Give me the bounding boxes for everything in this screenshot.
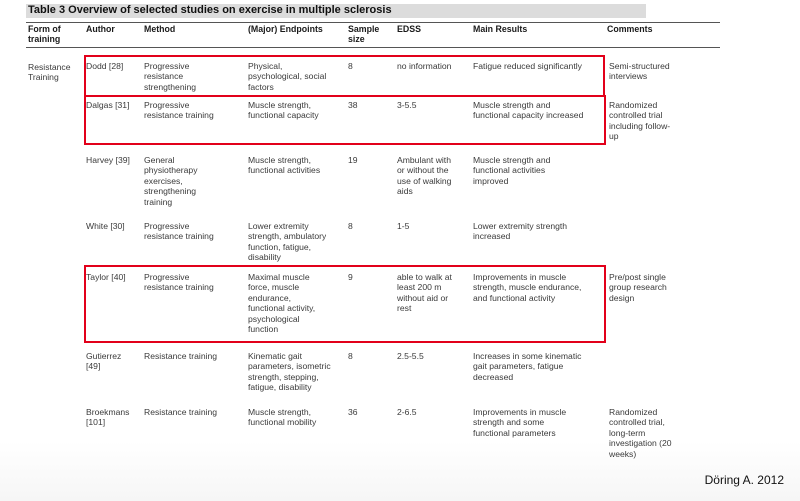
table-row-sample: 19 [348, 155, 358, 165]
table-row-edss: Ambulant with or without the use of walking aids [397, 155, 452, 197]
highlight-box-dodd [84, 55, 605, 97]
header-author: Author [86, 24, 115, 34]
table-row-results: Fatigue reduced significantly [473, 61, 582, 71]
highlight-box-dalgas [84, 95, 606, 145]
table-row-author: Taylor [40] [86, 272, 126, 282]
table-row-author: Gutierrez [49] [86, 351, 122, 372]
header-method: Method [144, 24, 176, 34]
highlight-box-taylor [84, 265, 606, 343]
table-row-edss: 2.5-5.5 [397, 351, 424, 361]
table-row-method: Progressive resistance training [144, 100, 214, 121]
table-row-sample: 38 [348, 100, 358, 110]
table-row-results: Improvements in muscle strength, muscle endurance, and functional activity [473, 272, 582, 303]
header-edss: EDSS [397, 24, 421, 34]
table-row-edss: able to walk at least 200 m without aid or rest [397, 272, 452, 314]
table-row-results: Improvements in muscle strength and some functional parameters [473, 407, 567, 438]
citation: Döring A. 2012 [704, 473, 784, 487]
table-row-endpoints: Muscle strength, functional mobility [248, 407, 317, 428]
table-row-method: Progressive resistance training [144, 221, 214, 242]
table-row-endpoints: Kinematic gait parameters, isometric strength, stepping, fatigue, disability [248, 351, 331, 393]
table-row-sample: 8 [348, 221, 353, 231]
table-row-sample: 8 [348, 351, 353, 361]
table-row-method: General physiotherapy exercises, strengthening training [144, 155, 198, 207]
table-row-edss: no information [397, 61, 452, 71]
table-row-sample: 9 [348, 272, 353, 282]
table-row-edss: 3-5.5 [397, 100, 417, 110]
header-form-of-training: Form of training [28, 24, 61, 44]
header-sample-size: Sample size [348, 24, 380, 44]
background-gradient [0, 441, 800, 501]
table-row-results: Muscle strength and functional activities improved [473, 155, 551, 186]
header-top-rule [26, 22, 720, 23]
table-row-comments: Pre/post single group research design [609, 272, 667, 303]
header-main-results: Main Results [473, 24, 528, 34]
form-of-training: Resistance Training [28, 62, 71, 83]
table-row-method: Resistance training [144, 351, 218, 361]
table-row-edss: 2-6.5 [397, 407, 417, 417]
table-row-comments: Semi-structured interviews [609, 61, 670, 82]
table-row-endpoints: Muscle strength, functional activities [248, 155, 321, 176]
table-row-author: Harvey [39] [86, 155, 130, 165]
table-row-comments: Randomized controlled trial including follow- up [609, 100, 671, 142]
table-row-author: Dodd [28] [86, 61, 124, 71]
table-row-results: Muscle strength and functional capacity increased [473, 100, 584, 121]
table-row-endpoints: Lower extremity strength, ambulatory function, fatigue, disability [248, 221, 327, 262]
table-row-method: Progressive resistance strengthening [144, 61, 197, 92]
header-bottom-rule [26, 47, 720, 48]
table-row-sample: 8 [348, 61, 353, 71]
table-row-author: White [30] [86, 221, 125, 231]
header-comments: Comments [607, 24, 653, 34]
table-row-endpoints: Muscle strength, functional capacity [248, 100, 319, 121]
table-row-method: Resistance training [144, 407, 218, 417]
table-row-endpoints: Maximal muscle force, muscle endurance, functional activity, psychological function [248, 272, 316, 335]
table-row-author: Dalgas [31] [86, 100, 130, 110]
table-row-results: Lower extremity strength increased [473, 221, 568, 242]
header-endpoints: (Major) Endpoints [248, 24, 323, 34]
table-row-method: Progressive resistance training [144, 272, 214, 293]
table-row-results: Increases in some kinematic gait parameters, fatigue decreased [473, 351, 582, 382]
table-row-comments: Randomized controlled trial, long-term investigation (20 weeks) [609, 407, 672, 459]
table-title: Table 3 Overview of selected studies on exercise in multiple sclerosis [28, 4, 392, 16]
table-row-edss: 1-5 [397, 221, 410, 231]
table-row-sample: 36 [348, 407, 358, 417]
table-row-author: Broekmans [101] [86, 407, 130, 428]
table-row-endpoints: Physical, psychological, social factors [248, 61, 327, 92]
